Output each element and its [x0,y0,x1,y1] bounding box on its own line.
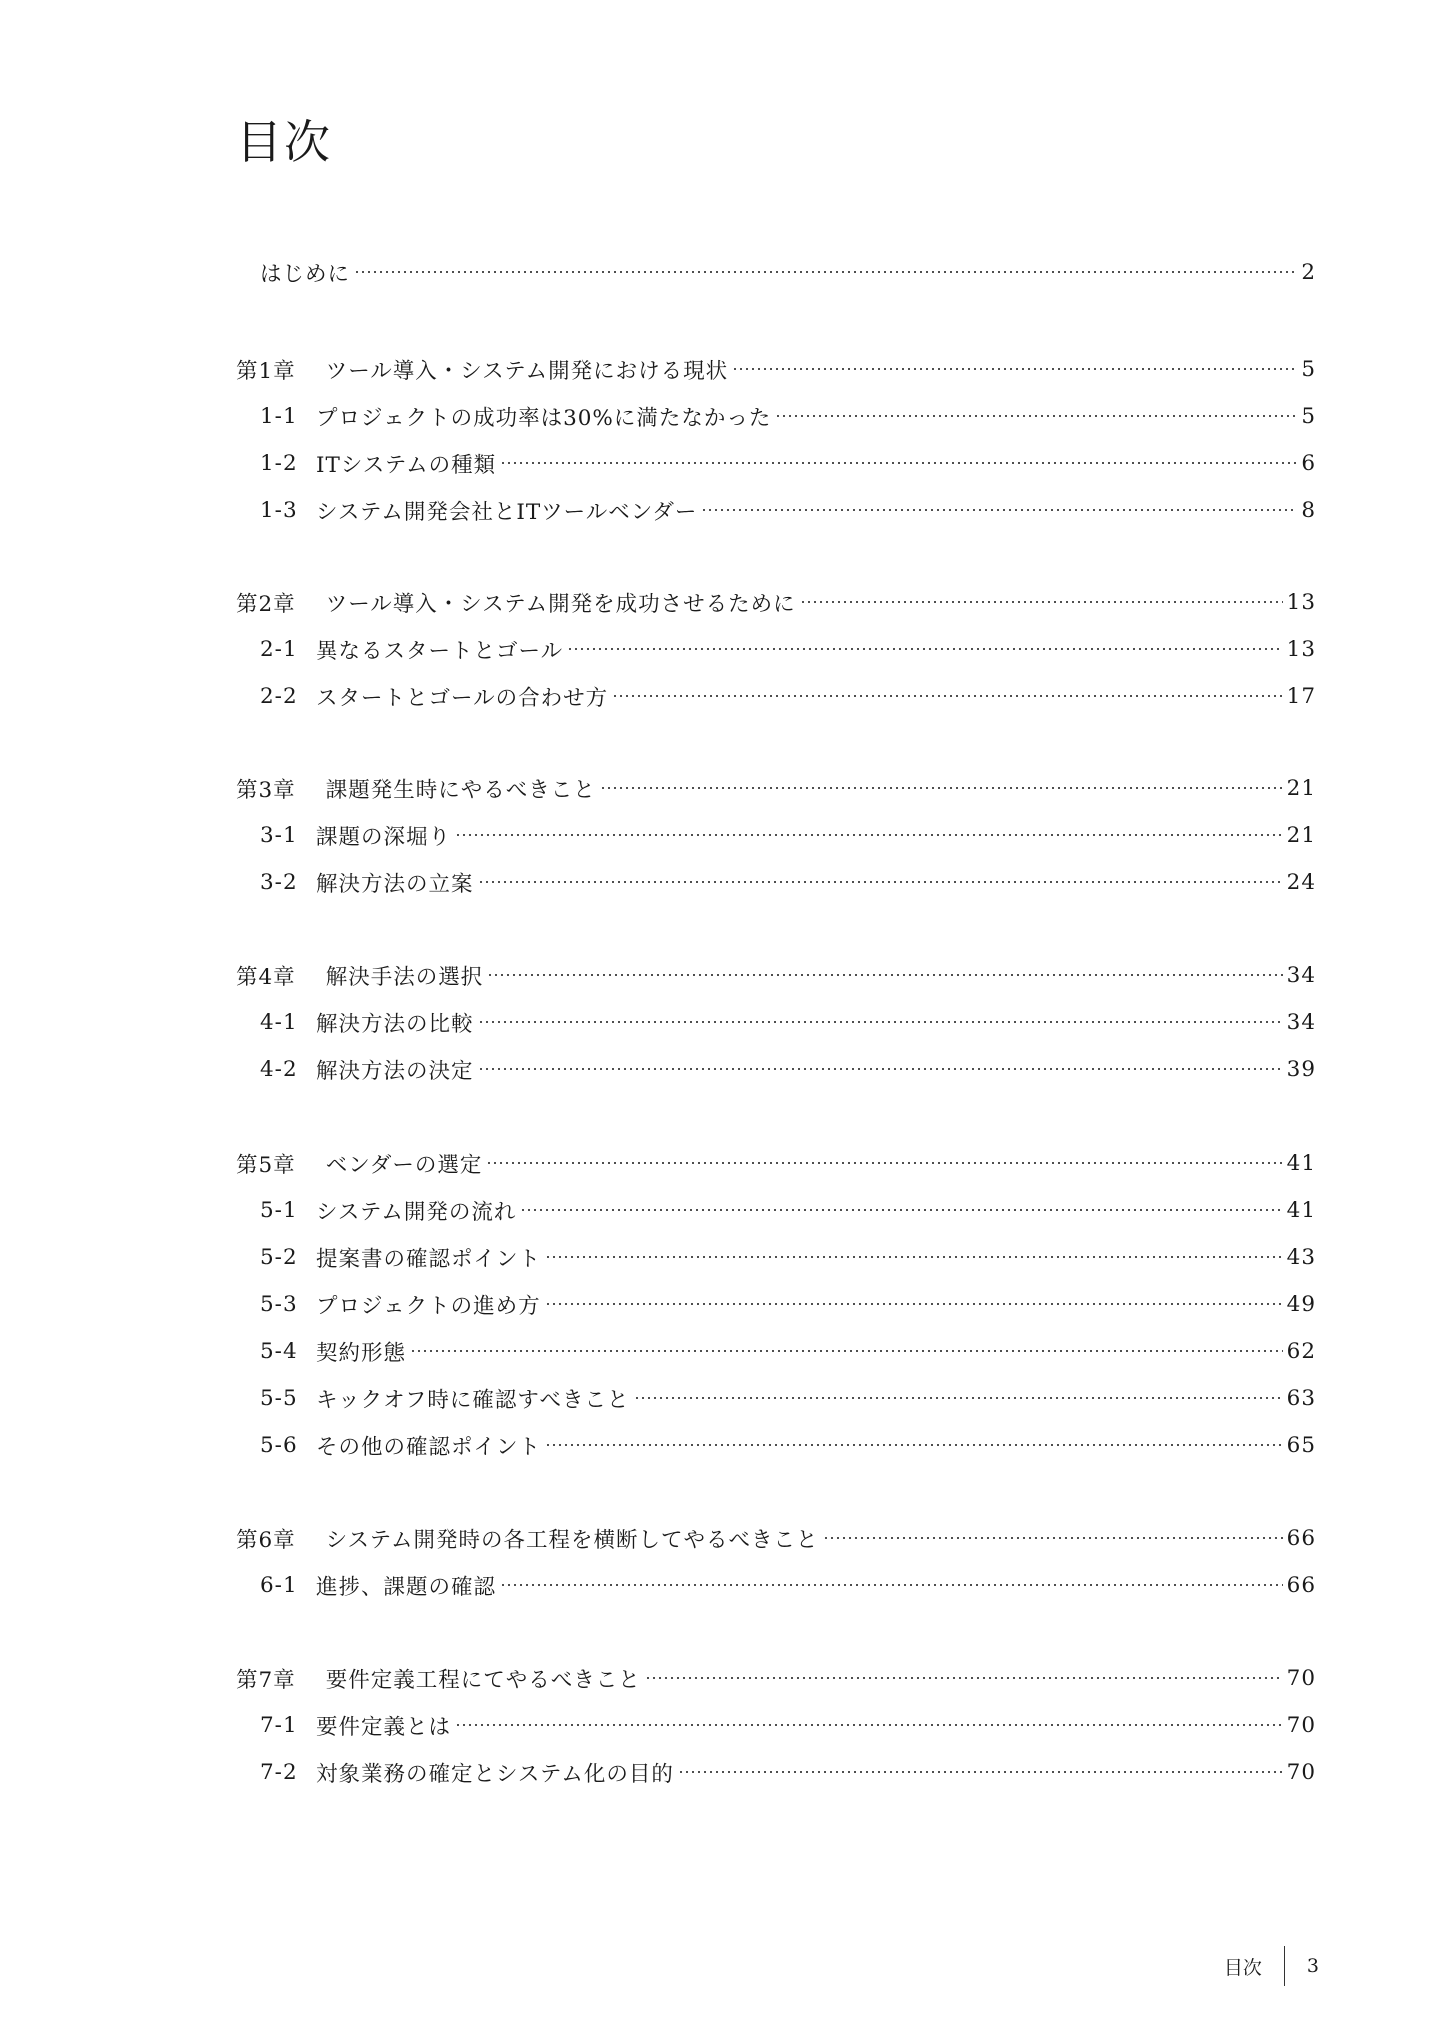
dot-leader [678,1771,1283,1773]
dot-leader [634,1397,1283,1399]
toc-section-title: 進捗、課題の確認 [316,1574,497,1600]
dot-leader [775,415,1297,417]
toc-section-title: キックオフ時に確認すべきこと [316,1387,630,1413]
dot-leader [478,881,1283,883]
toc-intro-label: はじめに [260,261,351,287]
toc-section-title: 要件定義とは [316,1714,452,1740]
dot-leader [567,648,1283,650]
toc-section-title: 課題の深堀り [316,824,452,850]
toc-chapter-number: 第1章 [236,358,296,384]
dot-leader [500,462,1297,464]
footer-label: 目次 [1223,1956,1262,1979]
dot-leader [354,271,1297,273]
toc-section-title: ITシステムの種類 [316,452,497,478]
dot-leader [545,1256,1283,1258]
toc-section-number: 2-1 [260,636,298,662]
footer-divider [1284,1946,1285,1986]
dot-leader [520,1209,1282,1211]
dot-leader [823,1537,1283,1539]
toc-chapter-number: 第7章 [236,1667,296,1693]
toc-chapter-entry[interactable] [236,1661,1316,1695]
toc-chapter-entry[interactable] [236,1146,1316,1180]
toc-section-number: 5-5 [260,1385,298,1411]
toc-section-number: 5-3 [260,1291,298,1317]
toc-section-entry[interactable] [260,446,1316,480]
toc-chapter-number: 第3章 [236,777,296,803]
dot-leader [612,695,1283,697]
toc-section-entry[interactable] [260,1005,1316,1039]
toc-section-title: 対象業務の確定とシステム化の目的 [316,1761,674,1787]
toc-section-title: 提案書の確認ポイント [316,1246,542,1272]
toc-section-entry[interactable] [260,1568,1316,1602]
toc-page-number: 66 [1286,1572,1316,1598]
toc-section-title: プロジェクトの成功率は30%に満たなかった [316,405,772,431]
toc-page-number: 66 [1286,1525,1316,1551]
toc-section-entry[interactable] [260,1193,1316,1227]
toc-section-title: プロジェクトの進め方 [316,1293,541,1319]
toc-chapter-number: 第2章 [236,591,296,617]
toc-section-number: 7-1 [260,1712,298,1738]
dot-leader [545,1303,1283,1305]
dot-leader [478,1068,1283,1070]
toc-section-entry[interactable] [260,1708,1316,1742]
footer-page-number: 3 [1306,1955,1319,1977]
toc-chapter-number: 第6章 [236,1527,296,1553]
toc-page-number: 41 [1286,1197,1316,1223]
toc-section-entry[interactable] [260,865,1316,899]
toc-page-number: 6 [1301,450,1316,476]
toc-section-title: その他の確認ポイント [316,1434,542,1460]
toc-section-number: 5-4 [260,1338,298,1364]
toc-page-number: 17 [1286,683,1316,709]
toc-page-number: 34 [1286,962,1316,988]
toc-page-number: 41 [1286,1150,1316,1176]
toc-chapter-entry[interactable] [236,1521,1316,1555]
toc-section-entry[interactable] [260,399,1316,433]
toc-page-number: 65 [1286,1432,1316,1458]
toc-section-title: 解決方法の比較 [316,1011,474,1037]
dot-leader [487,974,1282,976]
page-footer [1224,1946,1319,1986]
toc-page-number: 5 [1301,403,1316,429]
toc-section-entry[interactable] [260,818,1316,852]
toc-chapter-entry[interactable] [236,352,1316,386]
toc-section-number: 1-3 [260,497,298,523]
toc-section-entry[interactable] [260,632,1316,666]
toc-section-number: 4-1 [260,1009,298,1035]
toc-section-number: 5-1 [260,1197,298,1223]
dot-leader [600,787,1283,789]
toc-section-title: システム開発の流れ [316,1199,517,1225]
toc-section-title: 解決方法の決定 [316,1058,474,1084]
toc-page-number: 39 [1286,1056,1316,1082]
dot-leader [701,509,1297,511]
dot-leader [800,601,1283,603]
toc-page-number: 2 [1301,259,1316,285]
toc-section-title: 解決方法の立案 [316,871,474,897]
toc-chapter-title: ツール導入・システム開発における現状 [325,358,729,384]
toc-chapter-title: システム開発時の各工程を横断してやるべきこと [325,1527,819,1553]
toc-page-number: 34 [1286,1009,1316,1035]
toc-section-entry[interactable] [260,1428,1316,1462]
page-title: 目次 [236,115,332,169]
toc-chapter-entry[interactable] [236,958,1316,992]
toc-section-entry[interactable] [260,1381,1316,1415]
toc-section-number: 1-1 [260,403,298,429]
toc-section-entry[interactable] [260,1334,1316,1368]
toc-page-number: 43 [1286,1244,1316,1270]
toc-section-number: 3-1 [260,822,298,848]
dot-leader [732,368,1297,370]
toc-page-number: 49 [1286,1291,1316,1317]
toc-section-entry[interactable] [260,493,1316,527]
dot-leader [645,1677,1283,1679]
toc-chapter-entry[interactable] [236,771,1316,805]
toc-section-number: 5-6 [260,1432,298,1458]
toc-page-number: 13 [1286,589,1316,615]
toc-chapter-title: 解決手法の選択 [325,964,484,990]
toc-section-number: 4-2 [260,1056,298,1082]
toc-chapter-title: ツール導入・システム開発を成功させるために [325,591,796,617]
toc-page-number: 13 [1286,636,1316,662]
dot-leader [410,1350,1283,1352]
toc-section-number: 5-2 [260,1244,298,1270]
toc-section-entry[interactable] [260,679,1316,713]
toc-page-number: 24 [1286,869,1316,895]
toc-section-title: 契約形態 [316,1340,407,1366]
toc-section-number: 2-2 [260,683,298,709]
dot-leader [455,1724,1283,1726]
toc-section-number: 6-1 [260,1572,298,1598]
toc-page-number: 70 [1286,1665,1316,1691]
toc-section-title: 異なるスタートとゴール [316,638,564,664]
dot-leader [545,1444,1283,1446]
toc-chapter-title: ベンダーの選定 [325,1152,483,1178]
toc-page-number: 62 [1286,1338,1316,1364]
toc-page-number: 21 [1286,775,1316,801]
toc-section-number: 1-2 [260,450,298,476]
toc-page-number: 8 [1301,497,1316,523]
dot-leader [478,1021,1283,1023]
toc-section-entry[interactable] [260,1052,1316,1086]
toc-section-entry[interactable] [260,1287,1316,1321]
dot-leader [500,1584,1283,1586]
toc-section-entry[interactable] [260,255,1316,289]
toc-chapter-number: 第4章 [236,964,296,990]
toc-page-number: 21 [1286,822,1316,848]
toc-page-number: 5 [1301,356,1316,382]
dot-leader [486,1162,1282,1164]
toc-page-number: 70 [1286,1759,1316,1785]
toc-section-entry[interactable] [260,1240,1316,1274]
toc-page-number: 70 [1286,1712,1316,1738]
toc-section-title: システム開発会社とITツールベンダー [316,499,698,525]
toc-chapter-entry[interactable] [236,585,1316,619]
toc-page-number: 63 [1286,1385,1316,1411]
dot-leader [455,834,1283,836]
toc-section-title: スタートとゴールの合わせ方 [316,685,609,711]
toc-section-number: 3-2 [260,869,298,895]
toc-chapter-title: 要件定義工程にてやるべきこと [325,1667,641,1693]
toc-chapter-title: 課題発生時にやるべきこと [325,777,596,803]
toc-section-number: 7-2 [260,1759,298,1785]
toc-chapter-number: 第5章 [236,1152,296,1178]
toc-section-entry[interactable] [260,1755,1316,1789]
